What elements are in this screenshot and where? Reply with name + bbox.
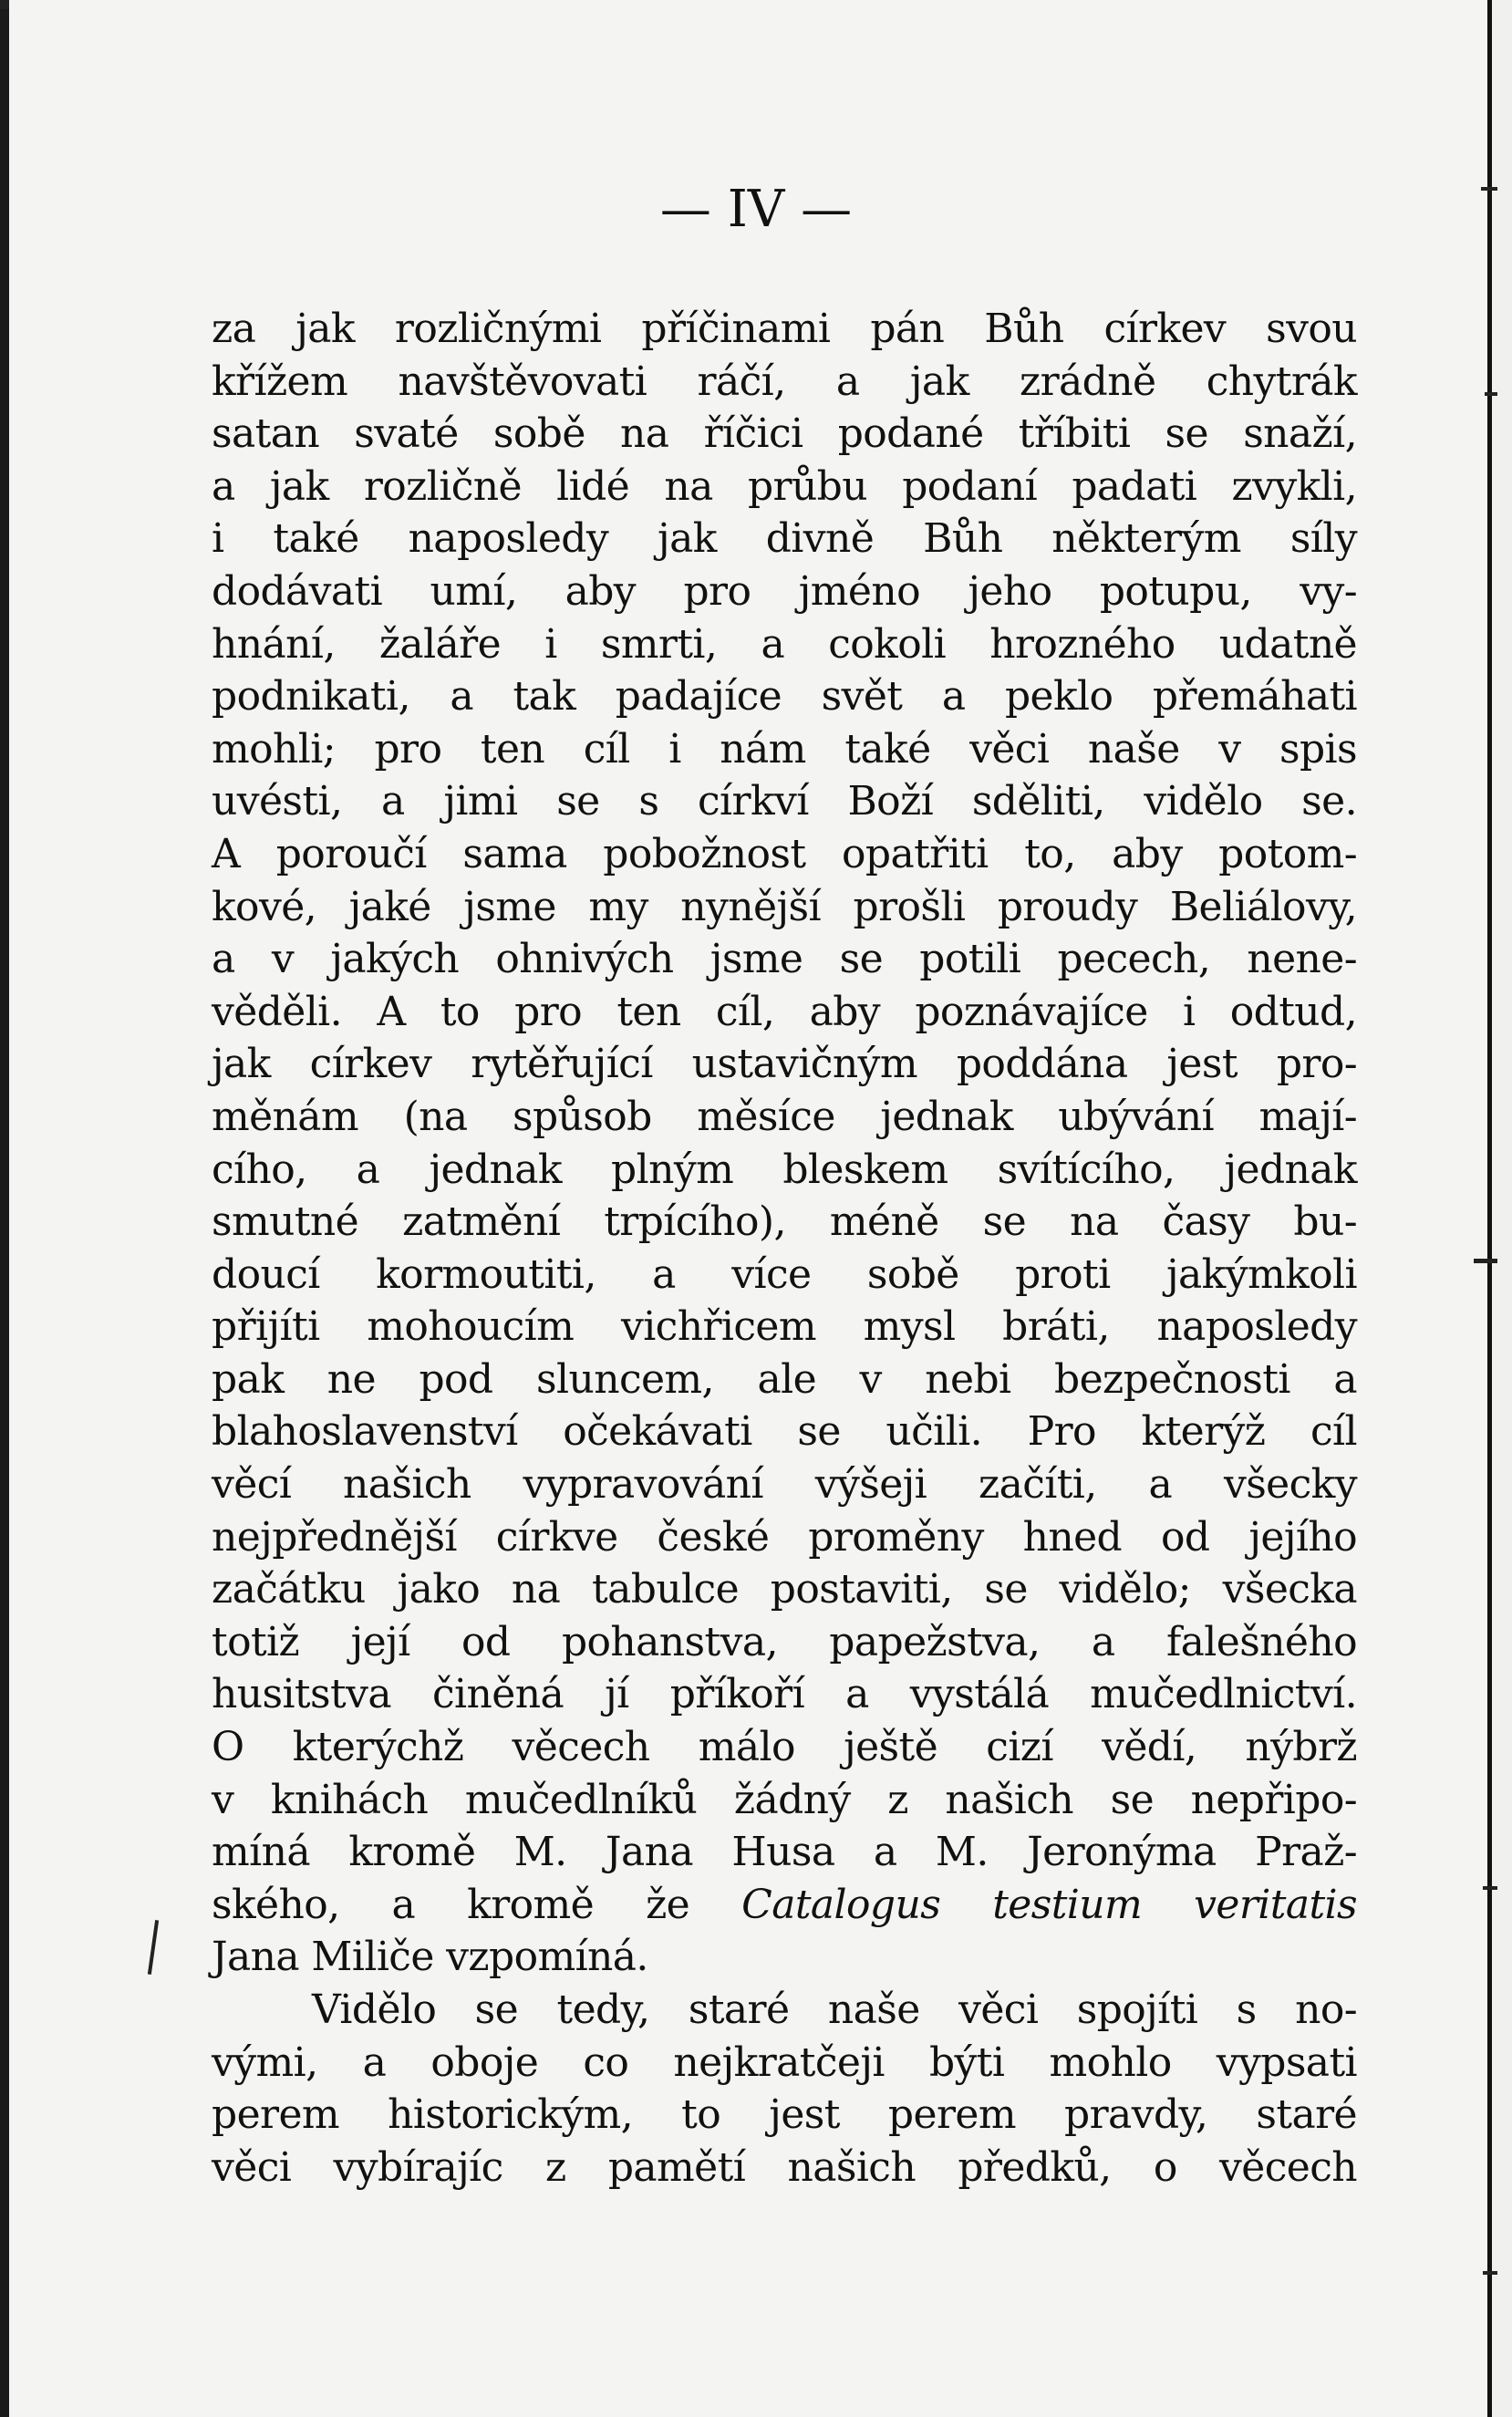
text-line: věcí našich vypravování výšeji začíti, a všecky bbox=[212, 1461, 1357, 1509]
text-line: v knihách mučedlníků žádný z našich se nepřipo- bbox=[212, 1776, 1357, 1823]
text-line: pak ne pod sluncem, ale v nebi bezpečnosti a bbox=[212, 1355, 1357, 1403]
text-line: doucí kormoutiti, a více sobě proti jakýmkoli bbox=[212, 1250, 1357, 1298]
text-line: blahoslavenství očekávati se učili. Pro kterýž cíl bbox=[212, 1408, 1357, 1456]
paragraph-end-line: Jana Miliče vzpomíná. bbox=[212, 1934, 648, 1981]
scan-mark bbox=[1474, 1259, 1497, 1263]
line-prefix: ského, a kromě že bbox=[212, 1881, 742, 1928]
text-line: perem historickým, to jest perem pravdy, staré bbox=[212, 2091, 1357, 2139]
text-line: satan svaté sobě na říčici podané tříbiti se snaží, bbox=[212, 410, 1357, 458]
text-line: měnám (na spůsob měsíce jednak ubývání mají- bbox=[212, 1093, 1357, 1140]
text-line: podnikati, a tak padajíce svět a peklo přemáhati bbox=[212, 673, 1357, 721]
paragraph-start-line: Vidělo se tedy, staré naše věci spojíti s no- bbox=[312, 1987, 1357, 2033]
text-line: O kterýchž věcech málo ještě cizí vědí, nýbrž bbox=[212, 1724, 1357, 1771]
text-line: mohli; pro ten cíl i nám také věci naše v spis bbox=[212, 725, 1357, 773]
text-line: vými, a oboje co nejkratčeji býti mohlo vypsati bbox=[212, 2038, 1357, 2086]
text-line: přijíti mohoucím vichřicem mysl bráti, naposledy bbox=[212, 1303, 1357, 1351]
scan-edge-right bbox=[1487, 0, 1512, 2417]
text-line: jak církev rytěřující ustavičným poddána jest pro- bbox=[212, 1041, 1357, 1088]
page-number-header: — IV — bbox=[659, 180, 853, 239]
text-line: a v jakých ohnivých jsme se potili pecech, nene- bbox=[212, 936, 1357, 983]
text-line: nejpřednější církve české proměny hned od jejího bbox=[212, 1513, 1357, 1561]
text-line: uvésti, a jimi se s církví Boží sděliti, vidělo se. bbox=[212, 778, 1357, 825]
text-line: totiž její od pohanstva, papežstva, a falešného bbox=[212, 1618, 1357, 1665]
scan-mark bbox=[1483, 2271, 1497, 2275]
text-line: A poroučí sama pobožnost opatřiti to, aby potom- bbox=[212, 830, 1357, 877]
text-line: za jak rozličnými příčinami pán Bůh církev svou bbox=[212, 306, 1357, 352]
text-line: husitstva činěná jí příkoří a vystálá mučedlnictví. bbox=[212, 1671, 1357, 1718]
text-line: smutné zatmění trpícího), méně se na časy bu- bbox=[212, 1198, 1357, 1246]
scan-mark bbox=[1483, 1886, 1497, 1890]
text-line: i také naposledy jak divně Bůh některým síly bbox=[212, 515, 1357, 563]
body-text bbox=[212, 303, 1357, 2194]
text-line: a jak rozličně lidé na průbu podaní padati zvykli, bbox=[212, 462, 1357, 510]
text-line: hnání, žaláře i smrti, a cokoli hrozného udatně bbox=[212, 620, 1357, 668]
text-line: křížem navštěvovati ráčí, a jak zrádně chytrák bbox=[212, 358, 1357, 405]
text-line: věci vybírajíc z pamětí našich předků, o věcech bbox=[212, 2143, 1357, 2191]
text-line: míná kromě M. Jana Husa a M. Jeronýma Praž- bbox=[212, 1829, 1357, 1876]
text-line: cího, a jednak plným bleskem svítícího, jednak bbox=[212, 1146, 1357, 1193]
scan-mark bbox=[1485, 392, 1497, 396]
catalogus-title: Catalogus testium veritatis bbox=[741, 1881, 1357, 1928]
text-line: kové, jaké jsme my nynější prošli proudy Beliálovy, bbox=[212, 883, 1357, 930]
text-line-with-italic bbox=[212, 1879, 1357, 1932]
text-line: dodávati umí, aby pro jméno jeho potupu, vy- bbox=[212, 567, 1357, 615]
text-line: začátku jako na tabulce postaviti, se vidělo; všecka bbox=[212, 1566, 1357, 1613]
text-line: věděli. A to pro ten cíl, aby poznávajíce i odtud, bbox=[212, 988, 1357, 1035]
